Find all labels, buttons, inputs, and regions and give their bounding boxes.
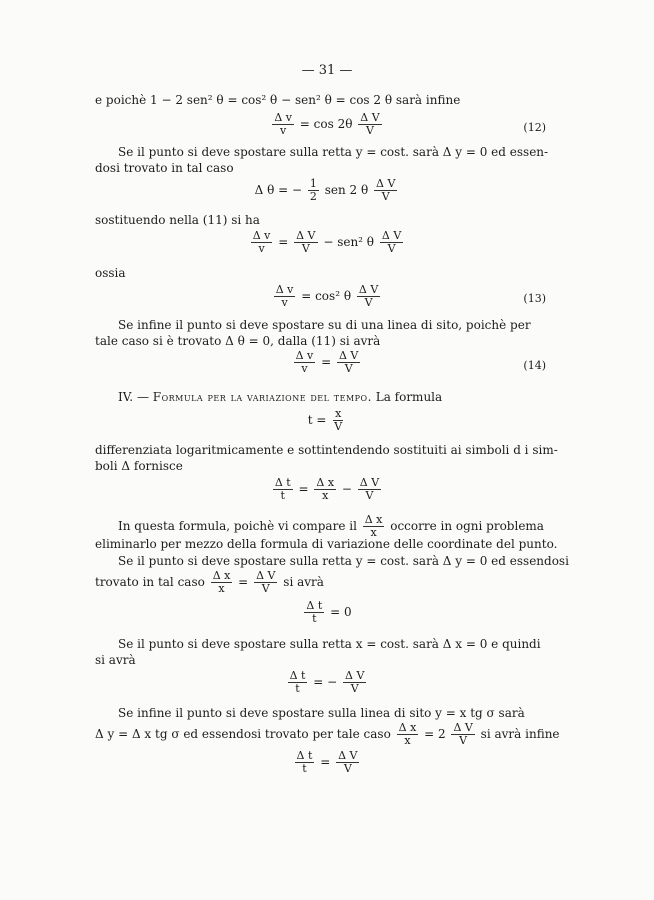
text-line: In questa formula, poichè vi compare il $\frac{\text{Δ x}}{x}$ occorre in ogni problema: [118, 513, 544, 539]
page-number: — 31 —: [301, 63, 353, 78]
text-line: Se il punto si deve spostare sulla retta y = cost. sarà Δ y = 0 ed essen-: [118, 145, 549, 159]
fraction: $\frac{\text{Δ V}}{V}$: [345, 669, 365, 695]
text-line: Se il punto si deve spostare sulla retta x = cost. sarà Δ x = 0 e quindi: [118, 637, 541, 651]
equation-number: (12): [523, 121, 546, 134]
equation-number: (14): [523, 359, 546, 372]
fraction: $\frac{1}{2}$: [309, 177, 317, 203]
equation: $\frac{\text{Δ t}}{t}$ = − $\frac{\text{Δ V}}{V}$: [289, 669, 365, 695]
fraction: $\frac{\text{Δ v}}{v}$: [252, 229, 271, 255]
fraction: $\frac{\text{Δ t}}{t}$: [296, 749, 313, 775]
fraction: $\frac{\text{Δ V}}{V}$: [256, 569, 276, 595]
text-line: dosi trovato in tal caso: [95, 161, 234, 175]
text-line: Se infine il punto si deve spostare su di una linea di sito, poichè per: [118, 318, 531, 332]
text-line: eliminarlo per mezzo della formula di variazione delle coordinate del punto.: [95, 537, 558, 551]
text-line: tale caso si è trovato Δ θ = 0, dalla (11) si avrà: [95, 334, 381, 348]
fraction: $\frac{\text{Δ v}}{v}$: [295, 349, 314, 375]
fraction: $\frac{\text{Δ V}}{V}$: [376, 177, 396, 203]
fraction: $\frac{\text{Δ V}}{V}$: [296, 229, 316, 255]
text-line: sostituendo nella (11) si ha: [95, 213, 260, 227]
fraction: $\frac{\text{Δ v}}{v}$: [275, 283, 294, 309]
text-line: si avrà: [95, 653, 136, 667]
fraction: $\frac{\text{Δ V}}{V}$: [359, 476, 380, 502]
fraction: $\frac{\text{Δ V}}{V}$: [338, 749, 358, 775]
fraction: $\frac{\text{Δ x}}{x}$: [316, 476, 335, 502]
equation-number: (13): [523, 292, 546, 305]
fraction: $\frac{\text{Δ V}}{V}$: [381, 229, 402, 255]
text-line: boli Δ fornisce: [95, 459, 183, 473]
equation: t = $\frac{x}{V}$: [307, 407, 343, 433]
text-line: differenziata logaritmicamente e sottintendendo sostituiti ai simboli d i sim-: [95, 443, 558, 457]
text-line: e poichè 1 − 2 sen² θ = cos² θ − sen² θ = cos 2 θ sarà infine: [95, 93, 461, 107]
text-line: Δ y = Δ x tg σ ed essendosi trovato per tale caso $\frac{\text{Δ x}}{x}$ = 2 $\frac{\text{Δ V}}{V}$ si avrà infine: [95, 721, 560, 747]
fraction: $\frac{\text{Δ V}}{V}$: [358, 283, 379, 309]
equation-13: $\frac{\text{Δ v}}{v}$ = cos² θ $\frac{\text{Δ V}}{V}$: [275, 283, 379, 309]
fraction: $\frac{\text{Δ v}}{v}$: [274, 111, 292, 137]
fraction: $\frac{\text{Δ V}}{V}$: [338, 349, 359, 375]
equation: $\frac{\text{Δ t}}{t}$ = $\frac{\text{Δ V}}{V}$: [296, 749, 358, 775]
fraction: $\frac{x}{V}$: [334, 407, 343, 433]
fraction: $\frac{\text{Δ t}}{t}$: [274, 476, 291, 502]
fraction: $\frac{\text{Δ t}}{t}$: [289, 669, 306, 695]
equation: $\frac{\text{Δ t}}{t}$ = 0: [306, 599, 352, 625]
equation-12: $\frac{\text{Δ v}}{v}$ = cos 2θ $\frac{\text{Δ V}}{V}$: [274, 111, 380, 137]
fraction: $\frac{\text{Δ t}}{t}$: [306, 599, 323, 625]
section-heading: IV. — Formula per la variazione del tempo. La formula: [118, 390, 443, 404]
equation-14: $\frac{\text{Δ v}}{v}$ = $\frac{\text{Δ V}}{V}$: [295, 349, 359, 375]
text-line: Se infine il punto si deve spostare sulla linea di sito y = x tg σ sarà: [118, 706, 525, 720]
equation: $\frac{\text{Δ t}}{t}$ = $\frac{\text{Δ x}}{x}$ − $\frac{\text{Δ V}}{V}$: [274, 476, 380, 502]
text-line: trovato in tal caso $\frac{\text{Δ x}}{x}$ = $\frac{\text{Δ V}}{V}$ si avrà: [95, 569, 324, 595]
fraction: $\frac{\text{Δ x}}{x}$: [364, 513, 383, 539]
equation: Δ θ = − $\frac{1}{2}$ sen 2 θ $\frac{\text{Δ V}}{V}$: [254, 177, 396, 203]
fraction: $\frac{\text{Δ x}}{x}$: [398, 721, 417, 747]
equation: $\frac{\text{Δ v}}{v}$ = $\frac{\text{Δ V}}{V}$ − sen² θ $\frac{\text{Δ V}}{V}$: [252, 229, 402, 255]
text-line: Se il punto si deve spostare sulla retta y = cost. sarà Δ y = 0 ed essendosi: [118, 554, 569, 568]
fraction: $\frac{\text{Δ V}}{V}$: [453, 721, 473, 747]
text-line: ossia: [95, 266, 126, 280]
fraction: $\frac{\text{Δ V}}{V}$: [360, 111, 380, 137]
fraction: $\frac{\text{Δ x}}{x}$: [212, 569, 231, 595]
